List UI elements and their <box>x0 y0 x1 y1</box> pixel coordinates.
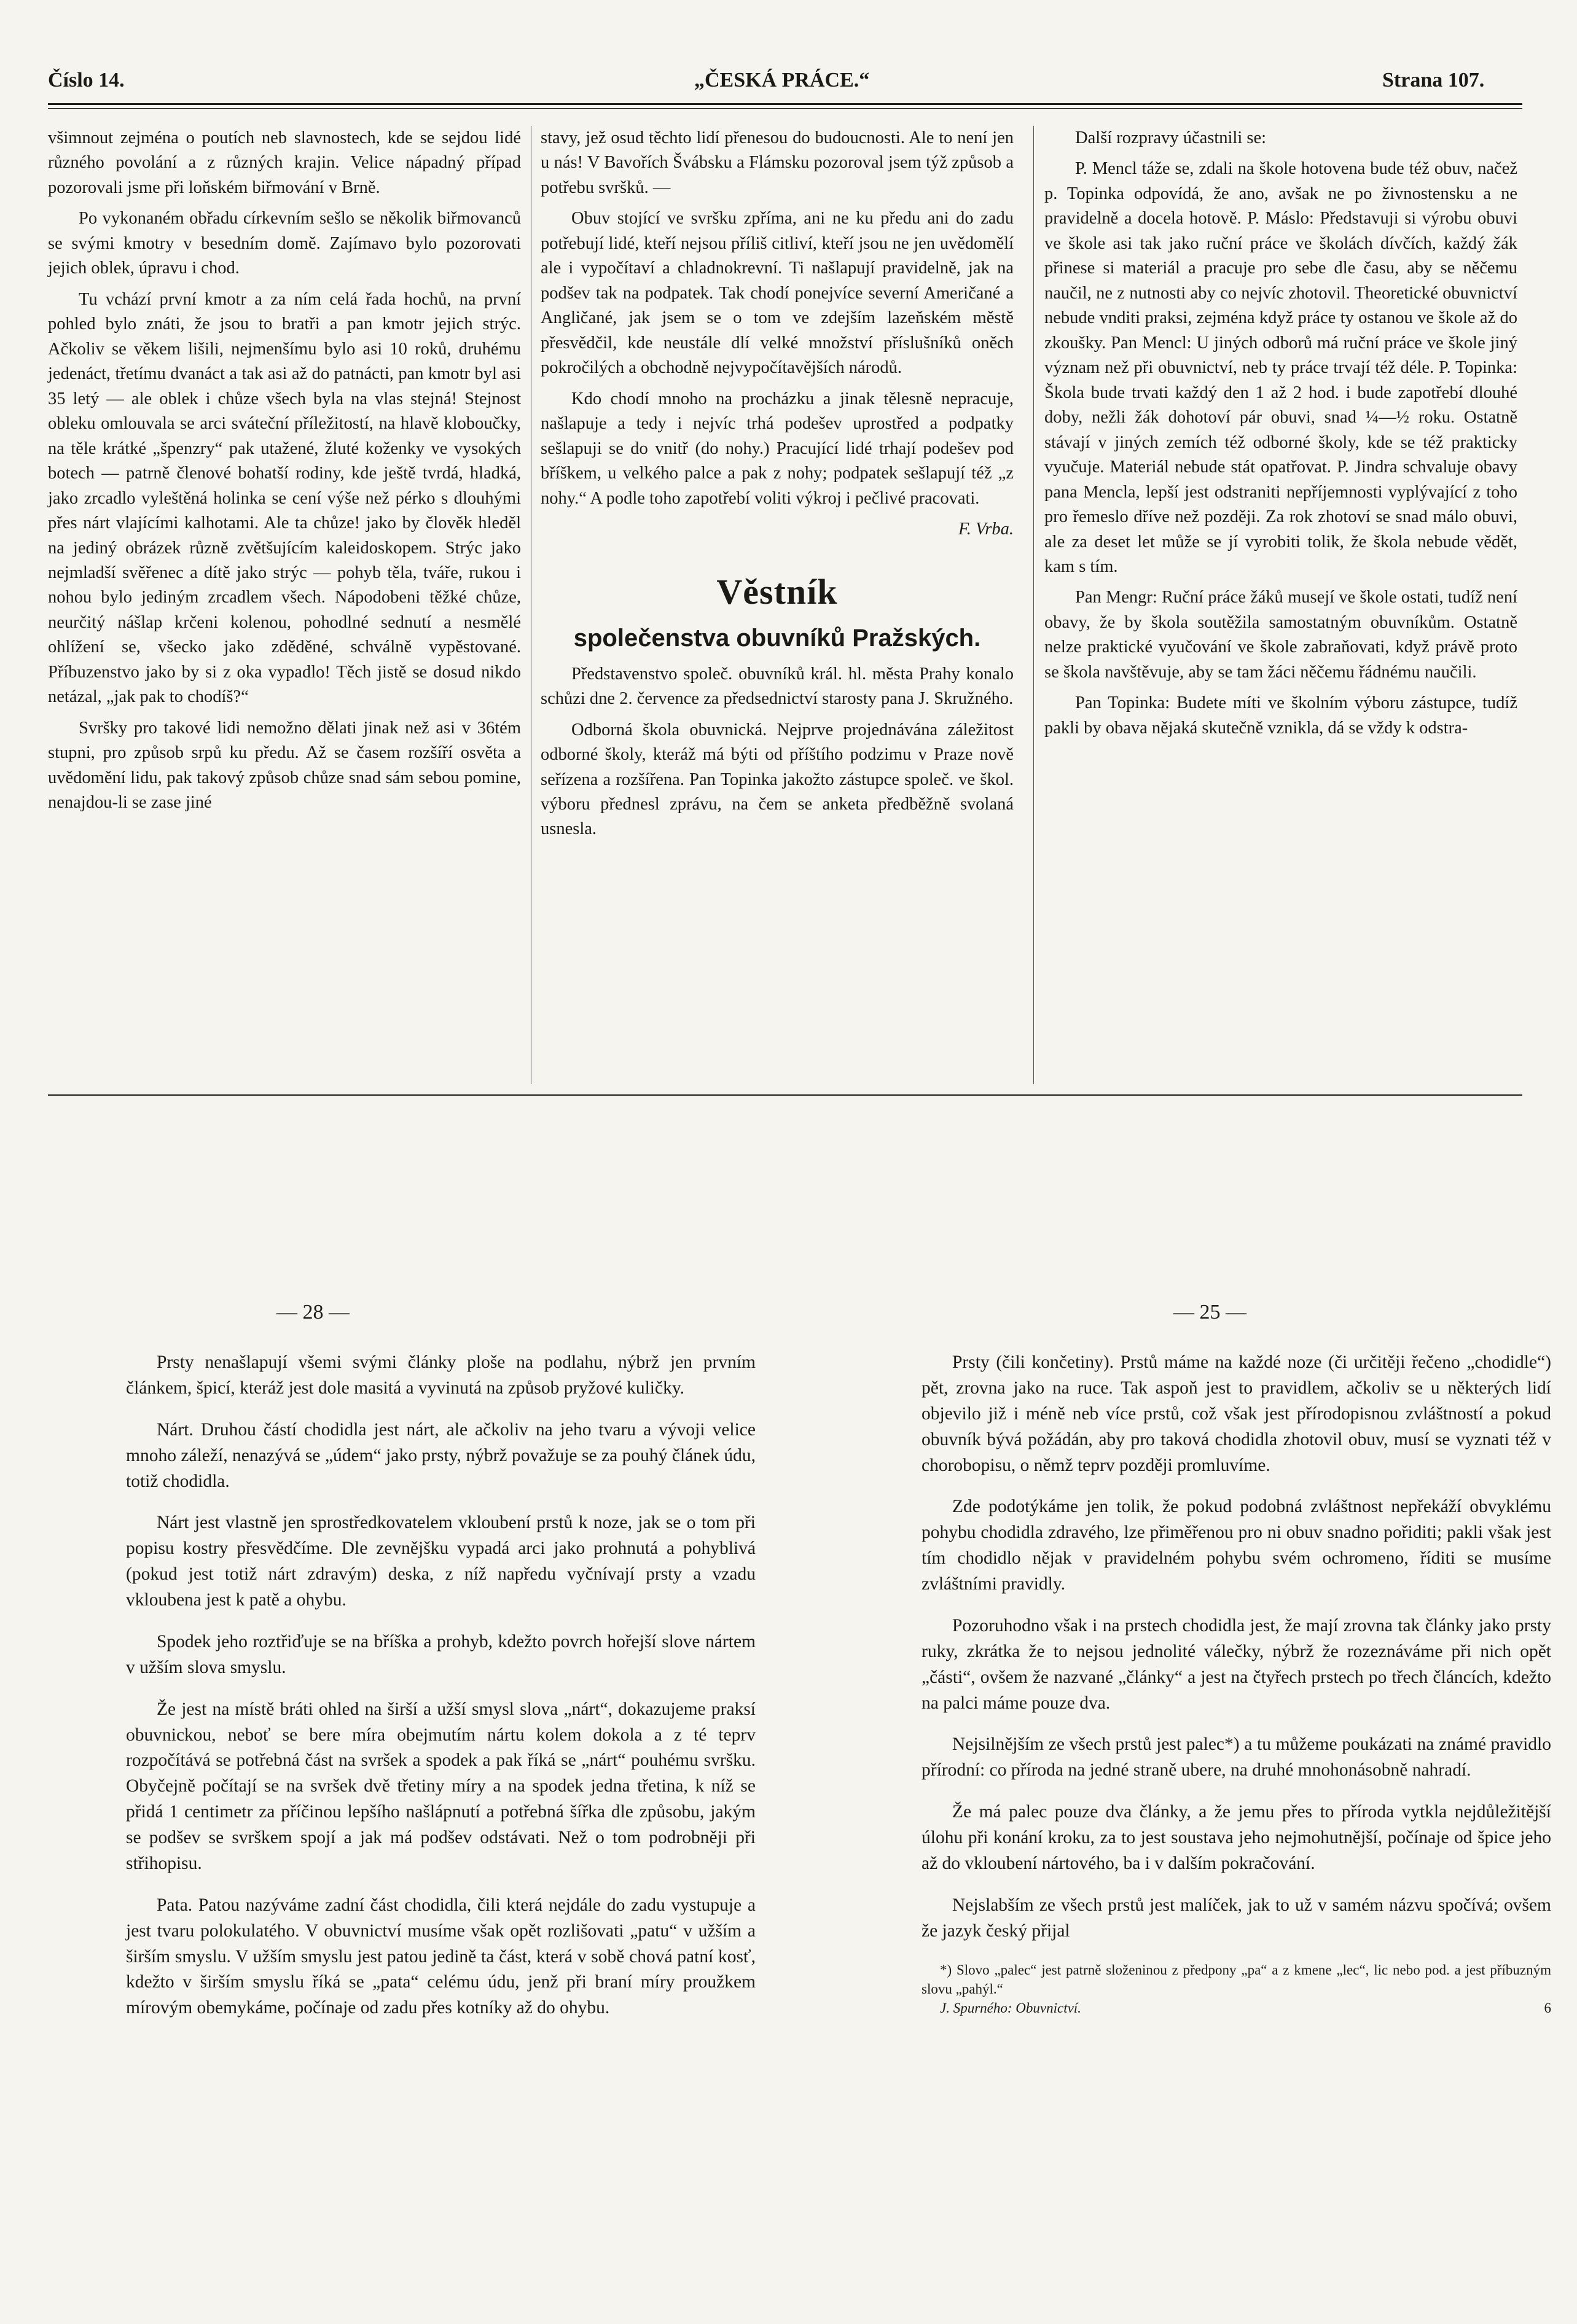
signature-mark: 6 <box>1544 2000 1551 2016</box>
paragraph: Pata. Patou nazýváme zadní část chodidla, čili která nejdále do zadu vystupuje a jest tvaru polokulatého. V obuvnictví musíme však opět rozlišovati „patu“ v užším a širším smyslu. V užším smyslu jest patou jedině ta část, která v sobě chová patní kosť, kdežto v širším smyslu říká se „pata“ celému údu, jenž při braní míry proužkem mírovým obemykáme, počínaje od zadu přes kotníky až do ohybu. <box>126 1895 756 2018</box>
paragraph: Po vykonaném obřadu církevním sešlo se několik biřmovanců se svými kmotry v besedním domě. Zajímavo bylo pozorovati jejich oblek, úpravu i chod. <box>48 209 521 278</box>
paragraph: Spodek jeho roztřiďuje se na bříška a prohyb, kdežto povrch hořejší slove nártem v užším slova smyslu. <box>126 1631 756 1677</box>
paragraph: všimnout zejména o poutích neb slavnostech, kde se sejdou lidé různého povolání a z různých krajin. Velice nápadný případ pozorovali jsme při loňském biřmování v Brně. <box>48 128 521 197</box>
bottom-right-column <box>922 1350 1551 2018</box>
paragraph: Pozoruhodno však i na prstech chodidla jest, že mají zrovna tak články jako prsty ruky, zkrátka že to nejsou jednolité válečky, nýbrž že rozeznáváme při nich opět „části“, ovšem že nazvané „články“ a jest na čtyřech prstech po třech článcích, kdežto na palci máme pouze dva. <box>922 1615 1551 1713</box>
section-rule <box>48 1094 1522 1096</box>
top-column-3 <box>1044 126 1517 747</box>
paragraph: Pan Topinka: Budete míti ve školním výboru zástupce, tudíž pakli by obava nějaká skutečně vznikla, dá se vždy k odstra- <box>1044 693 1517 738</box>
paragraph: Kdo chodí mnoho na procházku a jinak tělesně nepracuje, našlapuje a tedy i nejvíc trhá podešev uprostřed a podpatky sešlapuji se do vnitř (do nohy.) Pracující lidé trhají podešev pod bříškem, u velkého palce a pak z nohy; podpatek sešlapují též „z nohy.“ A podle toho zapotřebí voliti výkroj i pečlivé pracovati. <box>541 389 1014 508</box>
vestnik-title: Věstník <box>716 571 838 612</box>
paragraph: Nárt. Druhou částí chodidla jest nárt, ale ačkoliv na jeho tvaru a vývoji velice mnoho záleží, nenazývá se „údem“ jako prsty, nýbrž považuje se za pouhý článek údu, totiž chodidla. <box>126 1419 756 1491</box>
vestnik-heading <box>541 567 1014 656</box>
left-page-number: — 28 — <box>276 1301 350 1324</box>
page-number: Strana 107. <box>1382 69 1485 92</box>
paragraph: Zde podotýkáme jen tolik, že pokud podobná zvláštnost nepřekáží obvyklému pohybu chodidla zdravého, lze přiměřenou pro ni obuv snadno pořiditi; pakli však jest tím chodidlo nějak v pravidelném pohybu svém ochromeno, říditi se musíme zvláštními pravidly. <box>922 1497 1551 1594</box>
paragraph: Odborná škola obuvnická. Nejprve projednávána záležitost odborné školy, kteráž má býti od příštího podzimu v Praze nově seřízena a rozšířena. Pan Topinka jakožto zástupce společ. ve škol. výboru přednesl zprávu, na čem se anketa předběžně svolaná usnesla. <box>541 720 1014 839</box>
right-page-number: — 25 — <box>1173 1301 1246 1324</box>
top-column-1 <box>48 126 521 822</box>
header-rule-thin <box>48 108 1522 109</box>
paragraph: Prsty nenašlapují všemi svými články ploše na podlahu, nýbrž jen prvním článkem, špicí, kteráž jest dole masitá a vyvinutá na způsob pryžové kuličky. <box>126 1352 756 1398</box>
paragraph: Nejsilnějším ze všech prstů jest palec*) a tu můžeme poukázati na známé pravidlo přírodní: co příroda na jedné straně ubere, na druhé mnohonásobně nahradí. <box>922 1734 1551 1780</box>
paragraph: Pan Mengr: Ruční práce žáků musejí ve škole ostati, tudíž není obavy, že by škola soutěžila samostatným obuvníkům. Ostatně nelze praktické vyučování ve škole zabraňovati, když právě proto se škola navštěvuje, aby se tam žáci něčemu řádnému naučili. <box>1044 588 1517 682</box>
paragraph: Svršky pro takové lidi nemožno dělati jinak než asi v 36tém stupni, pro způsob srpů ku předu. Až se časem rozšíří osvěta a uvědomění lidu, pak takový způsob chůze snad sám sebou pomine, nenajdou-li se zase jiné <box>48 718 521 813</box>
paragraph: P. Mencl táže se, zdali na škole hotovena bude též obuv, načež p. Topinka odpovídá, že ano, avšak ne po živnostensku a ne pravidelně a docela hotově. P. Máslo: Představuji si výrobu obuvi ve škole asi tak jako ruční práce ve školách dívčích, každý žák přinese si materiál a pracuje pro sebe dle času, aby se něčemu naučil, ne z nutnosti aby co nejvíc zhotovil. Theoretické obuvnictví nebude vnditi praksi, zejména když práce ty ostanou ve škole až do zkoušky. Pan Mencl: U jiných odborů má ruční práce ve škole jiný význam než při obuvnictví, neb ty práce trvají též déle. P. Topinka: Škola bude trvati každý den 1 až 2 hod. i bude zapotřebí dlouhé doby, nežli žák dohotoví pár obuvi, snad ¼—½ roku. Ostatně stávají v jiných zemích též odborné školy, kde se též prakticky vyučuje. Materiál nebude stát opatřovat. P. Jindra schvaluje obavy pana Mencla, lepší jest odstraniti nepříjemnosti vyplývající z toho pro řemeslo dříve než později. Za rok zhotoví se snad málo obuvi, ale za deset let může se jí vyrobiti tolik, že škola nebude vědět, kam s tím. <box>1044 159 1517 576</box>
paragraph: Že jest na místě bráti ohled na širší a užší smysl slova „nárt“, dokazujeme praksí obuvnickou, neboť se bere míra obejmutím nártu kolem dokola a z té teprv rozpočítává se potřebná část na svršek a spodek a pak říká se „nárt“ pouhému svršku. Obyčejně počítají se na svršek dvě třetiny míry a na spodek jedna třetina, k níž se přidá 1 centimetr za příčinou lepšího našlápnutí a potřebná šířka dle způsobu, jakým se podšev se svrškem spojí a jak má podšev odstávati. Než o tom podrobněji při střihopisu. <box>126 1699 756 1873</box>
publication-title: „ČESKÁ PRÁCE.“ <box>694 69 870 92</box>
issue-number: Číslo 14. <box>48 69 125 92</box>
paragraph: Obuv stojící ve svršku zpříma, ani ne ku předu ani do zadu potřebují lidé, kteří nejsou příliš citliví, kteří jsou ne jen uvědomělí ale i vypočítaví a chladnokrevní. Ti našlapují pravidelně, jak na podšev tak na podpatek. Tak chodí ponejvíce severní Američané a Angličané, jak jsem se o tom ve zdejším lazeňském městě přesvědčil, kde neustále dlí velké množství příslušníků oněch pokročilých a obchodně nejvypočítavějších národů. <box>541 209 1014 378</box>
paragraph: Nárt jest vlastně jen sprostředkovatelem vkloubení prstů k noze, jak se o tom při popisu kostry přesvědčíme. Dle zevnějšku vypadá arci jako prohnutá a pohyblivá (pokud jest totiž nárt zdravým) deska, z níž napředu vyčnívají prsty a vzadu vkloubena jest k patě a ohybu. <box>126 1513 756 1610</box>
vestnik-subtitle: společenstva obuvníků Pražských. <box>573 624 981 652</box>
footnote-author: J. Spurného: Obuvnictví. <box>940 2000 1081 2016</box>
footnote: *) Slovo „palec“ jest patrně složeninou z předpony „pa“ a z kmene „lec“, lic nebo pod. a jest příbuzným slovu „pahýl.“ <box>922 1962 1551 1997</box>
paragraph: Nejslabším ze všech prstů jest malíček, jak to už v samém názvu spočívá; ovšem že jazyk český přijal <box>922 1895 1551 1941</box>
paragraph: stavy, jež osud těchto lidí přenesou do budoucnosti. Ale to není jen u nás! V Bavořích Švábsku a Flámsku pozoroval jsem týž způsob a potřebu svršků. — <box>541 128 1014 197</box>
paragraph: Prsty (čili končetiny). Prstů máme na každé noze (či určitěji řečeno „chodidle“) pět, zrovna jako na ruce. Tak aspoň jest to pravidlem, ačkoliv se u některých lidí objevilo již i méně neb více prstů, což však jest přírodopisnou zvláštností a pokud obuvník bývá požádán, aby pro taková chodidla zhotovil obuv, musí se vyznati též v chorobopisu, o němž teprv později promluvíme. <box>922 1352 1551 1475</box>
author-signature: F. Vrba. <box>958 520 1014 539</box>
paragraph: Že má palec pouze dva články, a že jemu přes to příroda vytkla nejdůležitější úlohu při konání kroku, za to jest soustava jeho nejmohutnější, počínaje od špice jeho až do vkloubení nártového, ba i v dalším pokračování. <box>922 1802 1551 1873</box>
top-column-2 <box>541 126 1014 848</box>
paragraph: Představenstvo společ. obuvníků král. hl. města Prahy konalo schůzi dne 2. července za předsednictví starosty pana J. Skružného. <box>541 664 1014 709</box>
header-rule <box>48 103 1522 105</box>
footnote-source <box>922 1998 1551 2019</box>
column-divider <box>1033 126 1034 1084</box>
paragraph: Tu vchází první kmotr a za ním celá řada hochů, na první pohled bylo znáti, že jsou to bratři a pan kmotr jejich strýc. Ačkoliv se věkem lišili, nejmenšímu bylo asi 10 roků, druhému jedenáct, třetímu dvanáct a tak asi až do patnácti, pan kmotr byl asi 35 letý — ale oblek i chůze všech byla na vlas stejná! Stejnost obleku omlouvala se arci sváteční příležitostí, na hlavě kloboučky, na těle krátké „špenzry“ pak utažené, žluté koženky ve vysokých botech — patrně členové bohatší rodiny, kde ještě tvrdá, hladká, jako zrcadlo vyleštěná holinka se cení výše než pérko s dlouhými přes nárt vlajícími kalhotami. Ale ta chůze! jako by člověk hleděl na jediný obrázek různě zvětšujícím kaleidoskopem. Strýc jako nejmladší svěřenec a dítě jako strýc — pohyb těla, tváře, rukou i nohou bylo jediným zrcadlem všech. Nápodobeni těžké chůze, neurčitý nášlap krčeni kolenou, pohodlné sednutí a nesmělé ohlížení se, všecko jako zděděné, schválně vypěstované. Příbuzenstvo jako by si z oka vypadlo! Těch jistě se dosud nikdo netázal, „jak pak to chodíš?“ <box>48 289 521 707</box>
paragraph: Další rozpravy účastnili se: <box>1075 128 1267 147</box>
bottom-left-column <box>126 1350 756 2037</box>
